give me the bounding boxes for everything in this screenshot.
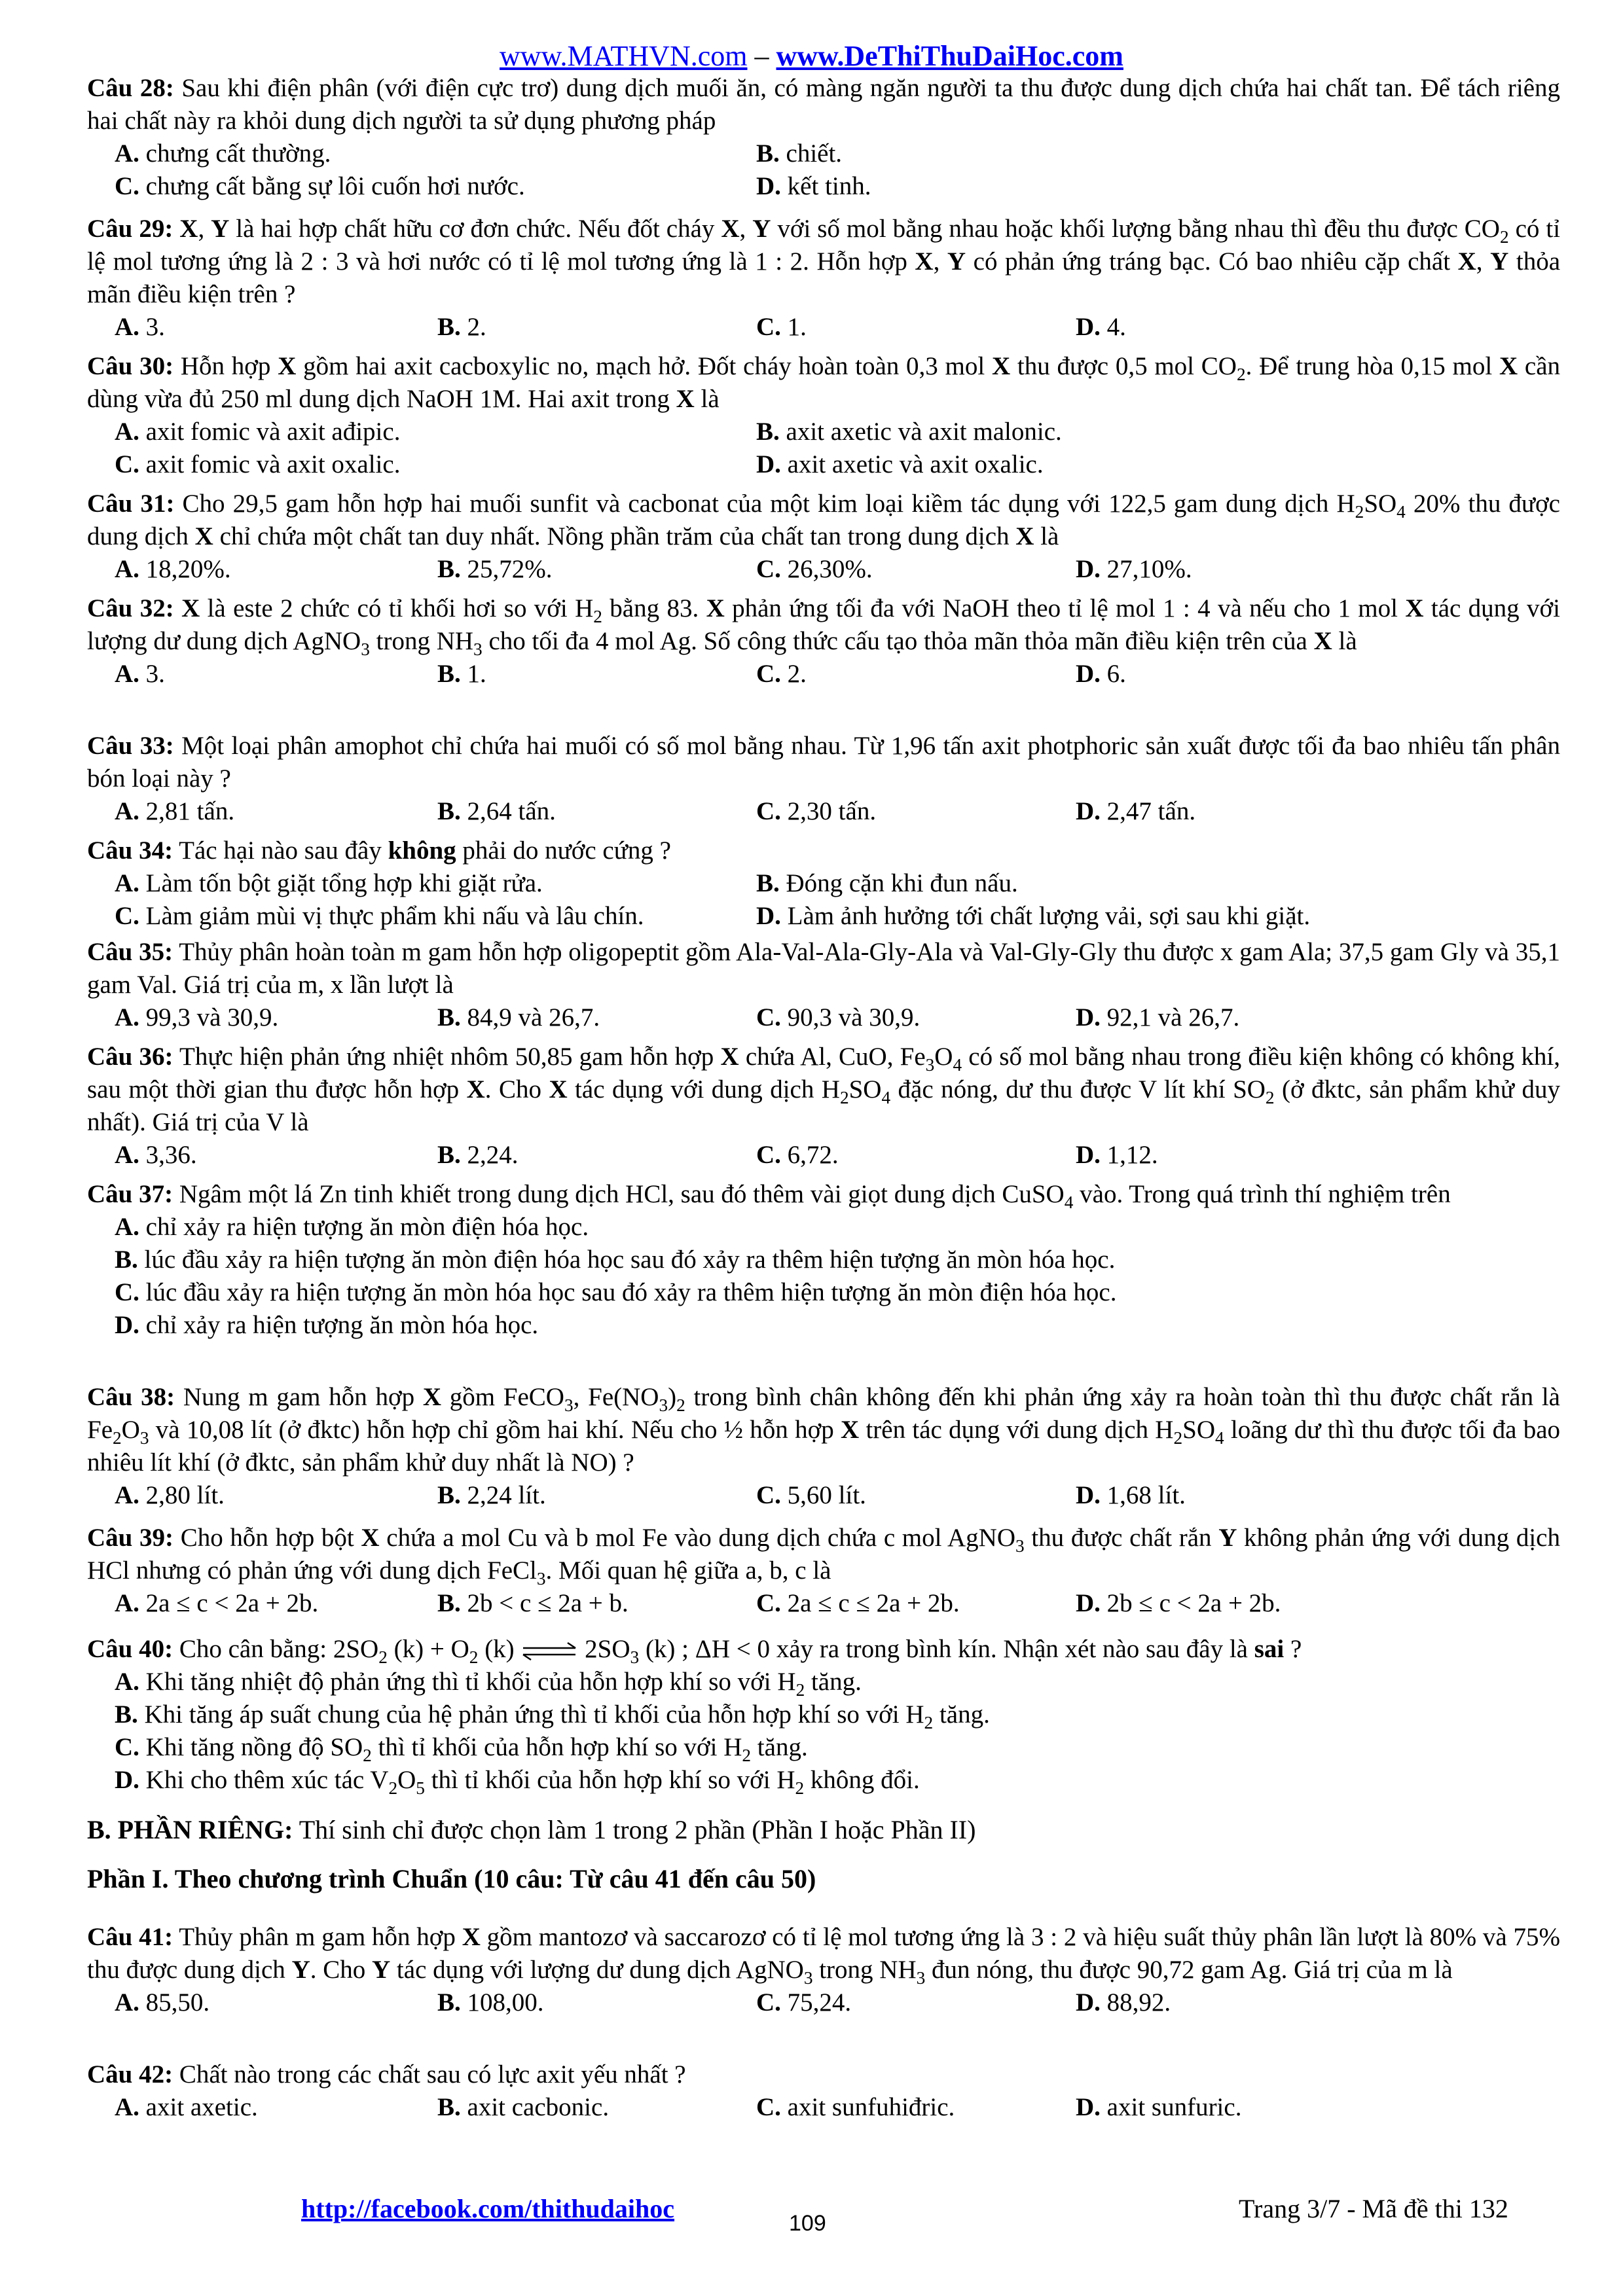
question-number: Câu 37: <box>87 1180 173 1208</box>
option-a: A. chưng cất thường. <box>115 139 331 168</box>
option-d: D. Làm ảnh hưởng tới chất lượng vải, sợi sau khi giặt. <box>756 902 1311 930</box>
option-d: D. kết tinh. <box>756 172 871 200</box>
option-a: A. 3. <box>115 660 165 688</box>
option-b: B. 2,24. <box>437 1141 519 1169</box>
question-stem: Thủy phân m gam hỗn hợp X gồm mantozơ và saccarozơ có tỉ lệ mol tương ứng là 3 : 2 và hiệu suất thủy phân lần lượt là 80% và 75% thu được dung dịch Y. Cho Y tác dụng với lượng dư dung dịch AgNO$_3$ trong $NH_3$ đun nóng, thu được 90,72 gam Ag. Giá trị của m là <box>87 1923 1561 1988</box>
question-number: Câu 41: <box>87 1923 173 1951</box>
page-number: 109 <box>789 2211 826 2236</box>
question-34 <box>87 834 1560 933</box>
question-number: Câu 28: <box>87 74 174 102</box>
option-a: A. Khi tăng nhiệt độ phản ứng thì tỉ khối của hỗn hợp khí so với $H_2$ tăng. <box>115 1668 862 1700</box>
page-header <box>0 38 1623 75</box>
question-37 <box>87 1178 1560 1342</box>
option-c: C. 2. <box>756 660 807 688</box>
question-number: Câu 39: <box>87 1524 174 1552</box>
question-39 <box>87 1522 1560 1620</box>
question-stem: Ngâm một lá Zn tinh khiết trong dung dịch HCl, sau đó thêm vài giọt dung dịch CuSO$_4$ vào. Trong quá trình thí nghiệm trên <box>179 1180 1451 1212</box>
option-b: B. 2b < c ≤ 2a + b. <box>437 1589 629 1617</box>
option-c: C. axit fomic và axit oxalic. <box>115 450 401 478</box>
option-b: B. axit axetic và axit malonic. <box>756 418 1062 446</box>
option-a: A. 3,36. <box>115 1141 197 1169</box>
option-b: B. 2,64 tấn. <box>437 797 556 825</box>
mathvn-link[interactable]: www.MATHVN.com <box>500 40 748 72</box>
question-32 <box>87 592 1560 691</box>
question-31 <box>87 488 1560 586</box>
option-b: B. chiết. <box>756 139 843 168</box>
option-b: B. 25,72%. <box>437 555 553 583</box>
option-c: C. Làm giảm mùi vị thực phẩm khi nấu và lâu chín. <box>115 902 644 930</box>
option-a: A. chỉ xảy ra hiện tượng ăn mòn điện hóa học. <box>115 1213 589 1241</box>
question-stem: Nung m gam hỗn hợp X gồm FeCO$_3$, $Fe(NO_3)_2$ trong bình chân không đến khi phản ứng xảy ra hoàn toàn thì thu được chất rắn là $Fe_2O_3$ và 10,08 lít (ở đktc) hỗn hợp chỉ gồm hai khí. Nếu cho ½ hỗn hợp X trên tác dụng với dung dịch $H_2SO_4$ loãng dư thì thu được tối đa bao nhiêu lít khí (ở đktc, sản phẩm khử duy nhất là NO) ? <box>87 1383 1561 1477</box>
question-41 <box>87 1921 1560 2019</box>
option-a: A. 18,20%. <box>115 555 231 583</box>
footer-link-container <box>301 2193 674 2225</box>
option-c: C. 1. <box>756 313 807 341</box>
header-separator: – <box>754 40 769 72</box>
question-30 <box>87 350 1560 481</box>
question-stem-post: $2SO_3$ (k) ; ΔH < 0 xảy ra trong bình kín. Nhận xét nào sau đây là sai ? <box>578 1635 1302 1667</box>
question-number: Câu 31: <box>87 490 175 518</box>
option-a: A. Làm tốn bột giặt tổng hợp khi giặt rửa. <box>115 869 543 897</box>
question-number: Câu 29: <box>87 215 173 243</box>
question-number: Câu 32: <box>87 594 174 622</box>
option-b: B. 108,00. <box>437 1988 544 2017</box>
question-number: Câu 35: <box>87 938 173 966</box>
option-d: D. 4. <box>1076 313 1126 341</box>
option-b: B. axit cacbonic. <box>437 2093 610 2121</box>
question-35 <box>87 936 1560 1034</box>
option-c: C. 6,72. <box>756 1141 839 1169</box>
question-stem: Tác hại nào sau đây không phải do nước cứng ? <box>179 836 671 865</box>
option-b: B. Đóng cặn khi đun nấu. <box>756 869 1018 897</box>
option-a: A. 2a ≤ c < 2a + 2b. <box>115 1589 319 1617</box>
question-stem: Chất nào trong các chất sau có lực axit yếu nhất ? <box>179 2060 686 2089</box>
option-c: C. axit sunfuhiđric. <box>756 2093 955 2121</box>
option-b: B. lúc đầu xảy ra hiện tượng ăn mòn điện hóa học sau đó xảy ra thêm hiện tượng ăn mòn hóa học. <box>115 1246 1116 1274</box>
option-c: C. 2,30 tấn. <box>756 797 877 825</box>
option-d: D. 1,12. <box>1076 1141 1158 1169</box>
option-b: B. 84,9 và 26,7. <box>437 1003 600 1031</box>
question-stem: Thực hiện phản ứng nhiệt nhôm 50,85 gam hỗn hợp X chứa Al, CuO, $Fe_3O_4$ có số mol bằng nhau trong điều kiện không có không khí, sau một thời gian thu được hỗn hợp X. Cho X tác dụng với dung dịch $H_2SO_4$ đặc nóng, dư thu được V lít khí $SO_2$ (ở đktc, sản phẩm khử duy nhất). Giá trị của V là <box>87 1043 1560 1136</box>
question-number: Câu 42: <box>87 2060 173 2089</box>
question-33 <box>87 730 1560 828</box>
question-stem: Thủy phân hoàn toàn m gam hỗn hợp oligopeptit gồm Ala-Val-Ala-Gly-Ala và Val-Gly-Gly thu được x gam Ala; 37,5 gam Gly và 35,1 gam Val. Giá trị của m, x lần lượt là <box>87 938 1560 999</box>
equilibrium-arrow-icon <box>520 1641 578 1661</box>
question-number: Câu 33: <box>87 732 174 760</box>
question-stem: Cho 29,5 gam hỗn hợp hai muối sunfit và cacbonat của một kim loại kiềm tác dụng với 122,5 gam dung dịch $H_2SO_4$ 20% thu được dung dịch X chỉ chứa một chất tan duy nhất. Nồng phần trăm của chất tan trong dung dịch X là <box>87 490 1560 550</box>
option-d: D. 27,10%. <box>1076 555 1192 583</box>
question-number: Câu 34: <box>87 836 173 865</box>
option-d: D. 88,92. <box>1076 1988 1171 2017</box>
question-number: Câu 36: <box>87 1043 173 1071</box>
option-b: B. 2. <box>437 313 486 341</box>
option-c: C. 90,3 và 30,9. <box>756 1003 921 1031</box>
part1-title: Phần I. Theo chương trình Chuẩn (10 câu: Từ câu 41 đến câu 50) <box>87 1864 816 1893</box>
question-number: Câu 30: <box>87 352 174 380</box>
question-40 <box>87 1633 1560 1797</box>
question-stem: Một loại phân amophot chỉ chứa hai muối có số mol bằng nhau. Từ 1,96 tấn axit photphoric sản xuất được tối đa bao nhiêu tấn phân bón loại này ? <box>87 732 1560 793</box>
question-28 <box>87 72 1560 203</box>
question-36 <box>87 1041 1560 1172</box>
option-d: D. 92,1 và 26,7. <box>1076 1003 1240 1031</box>
option-a: A. 2,80 lít. <box>115 1481 225 1509</box>
question-stem-pre: Cho cân bằng: $2SO_2$ $(k) + O_2$ (k) <box>179 1635 521 1667</box>
question-stem: X là este 2 chức có tỉ khối hơi so với $H_2$ bằng 83. X phản ứng tối đa với NaOH theo tỉ lệ mol 1 : 4 và nếu cho 1 mol X tác dụng với lượng dư dung dịch AgNO$_3$ trong $NH_3$ cho tối đa 4 mol Ag. Số công thức cấu tạo thỏa mãn thỏa mãn điều kiện trên của X là <box>87 594 1561 659</box>
option-d: D. 6. <box>1076 660 1126 688</box>
option-a: A. axit fomic và axit ađipic. <box>115 418 401 446</box>
option-a: A. 3. <box>115 313 165 341</box>
question-38 <box>87 1381 1560 1512</box>
option-d: D. 2,47 tấn. <box>1076 797 1196 825</box>
section-b-heading <box>87 1813 976 1847</box>
question-number: Câu 38: <box>87 1383 175 1411</box>
question-42 <box>87 2058 1560 2124</box>
option-d: D. chỉ xảy ra hiện tượng ăn mòn hóa học. <box>115 1311 539 1339</box>
option-c: C. Khi tăng nồng độ $SO_2$ thì tỉ khối của hỗn hợp khí so với $H_2$ tăng. <box>115 1733 808 1765</box>
option-c: C. 75,24. <box>756 1988 852 2017</box>
facebook-link[interactable]: http://facebook.com/thithudaihoc <box>301 2194 675 2223</box>
page-info: Trang 3/7 - Mã đề thi 132 <box>1239 2194 1508 2223</box>
section-b-text: Thí sinh chỉ được chọn làm 1 trong 2 phần (Phần I hoặc Phần II) <box>293 1815 976 1844</box>
option-d: D. 2b ≤ c < 2a + 2b. <box>1076 1589 1281 1617</box>
option-b: B. 1. <box>437 660 486 688</box>
option-a: A. 99,3 và 30,9. <box>115 1003 279 1031</box>
dethithu-link[interactable]: www.DeThiThuDaiHoc.com <box>776 40 1123 72</box>
option-d: D. Khi cho thêm xúc tác $V_2O_5$ thì tỉ khối của hỗn hợp khí so với $H_2$ không đổi. <box>115 1766 920 1798</box>
option-d: D. 1,68 lít. <box>1076 1481 1186 1509</box>
option-a: A. 85,50. <box>115 1988 210 2017</box>
question-number: Câu 40: <box>87 1635 173 1663</box>
question-stem: Sau khi điện phân (với điện cực trơ) dung dịch muối ăn, có màng ngăn người ta thu được dung dịch chứa hai chất tan. Để tách riêng hai chất này ra khỏi dung dịch người ta sử dụng phương pháp <box>87 74 1561 135</box>
option-b: B. 2,24 lít. <box>437 1481 546 1509</box>
option-a: A. 2,81 tấn. <box>115 797 235 825</box>
question-29 <box>87 213 1560 344</box>
option-d: D. axit axetic và axit oxalic. <box>756 450 1044 478</box>
question-stem: Hỗn hợp X gồm hai axit cacboxylic no, mạch hở. Đốt cháy hoàn toàn 0,3 mol X thu được 0,5 mol $CO_2$. Để trung hòa 0,15 mol X cần dùng vừa đủ 250 ml dung dịch NaOH 1M. Hai axit trong X là <box>87 352 1561 413</box>
option-c: C. 2a ≤ c ≤ 2a + 2b. <box>756 1589 960 1617</box>
option-c: C. chưng cất bằng sự lôi cuốn hơi nước. <box>115 172 525 200</box>
option-c: C. lúc đầu xảy ra hiện tượng ăn mòn hóa học sau đó xảy ra thêm hiện tượng ăn mòn điện hóa học. <box>115 1278 1117 1306</box>
option-c: C. 5,60 lít. <box>756 1481 866 1509</box>
section-b-title: B. PHẦN RIÊNG: <box>87 1815 293 1844</box>
option-d: D. axit sunfuric. <box>1076 2093 1242 2121</box>
option-a: A. axit axetic. <box>115 2093 258 2121</box>
question-stem: Cho hỗn hợp bột X chứa a mol Cu và b mol Fe vào dung dịch chứa c mol AgNO$_3$ thu được chất rắn Y không phản ứng với dung dịch HCl nhưng có phản ứng với dung dịch FeCl$_3$. Mối quan hệ giữa a, b, c là <box>87 1524 1560 1588</box>
option-b: B. Khi tăng áp suất chung của hệ phản ứng thì tỉ khối của hỗn hợp khí so với $H_2$ tăng. <box>115 1700 990 1732</box>
question-stem: X, Y là hai hợp chất hữu cơ đơn chức. Nếu đốt cháy X, Y với số mol bằng nhau hoặc khối lượng bằng nhau thì đều thu được $CO_2$ có tỉ lệ mol tương ứng là 2 : 3 và hơi nước có tỉ lệ mol tương ứng là 1 : 2. Hỗn hợp X, Y có phản ứng tráng bạc. Có bao nhiêu cặp chất X, Y thỏa mãn điều kiện trên ? <box>87 215 1561 308</box>
option-c: C. 26,30%. <box>756 555 873 583</box>
